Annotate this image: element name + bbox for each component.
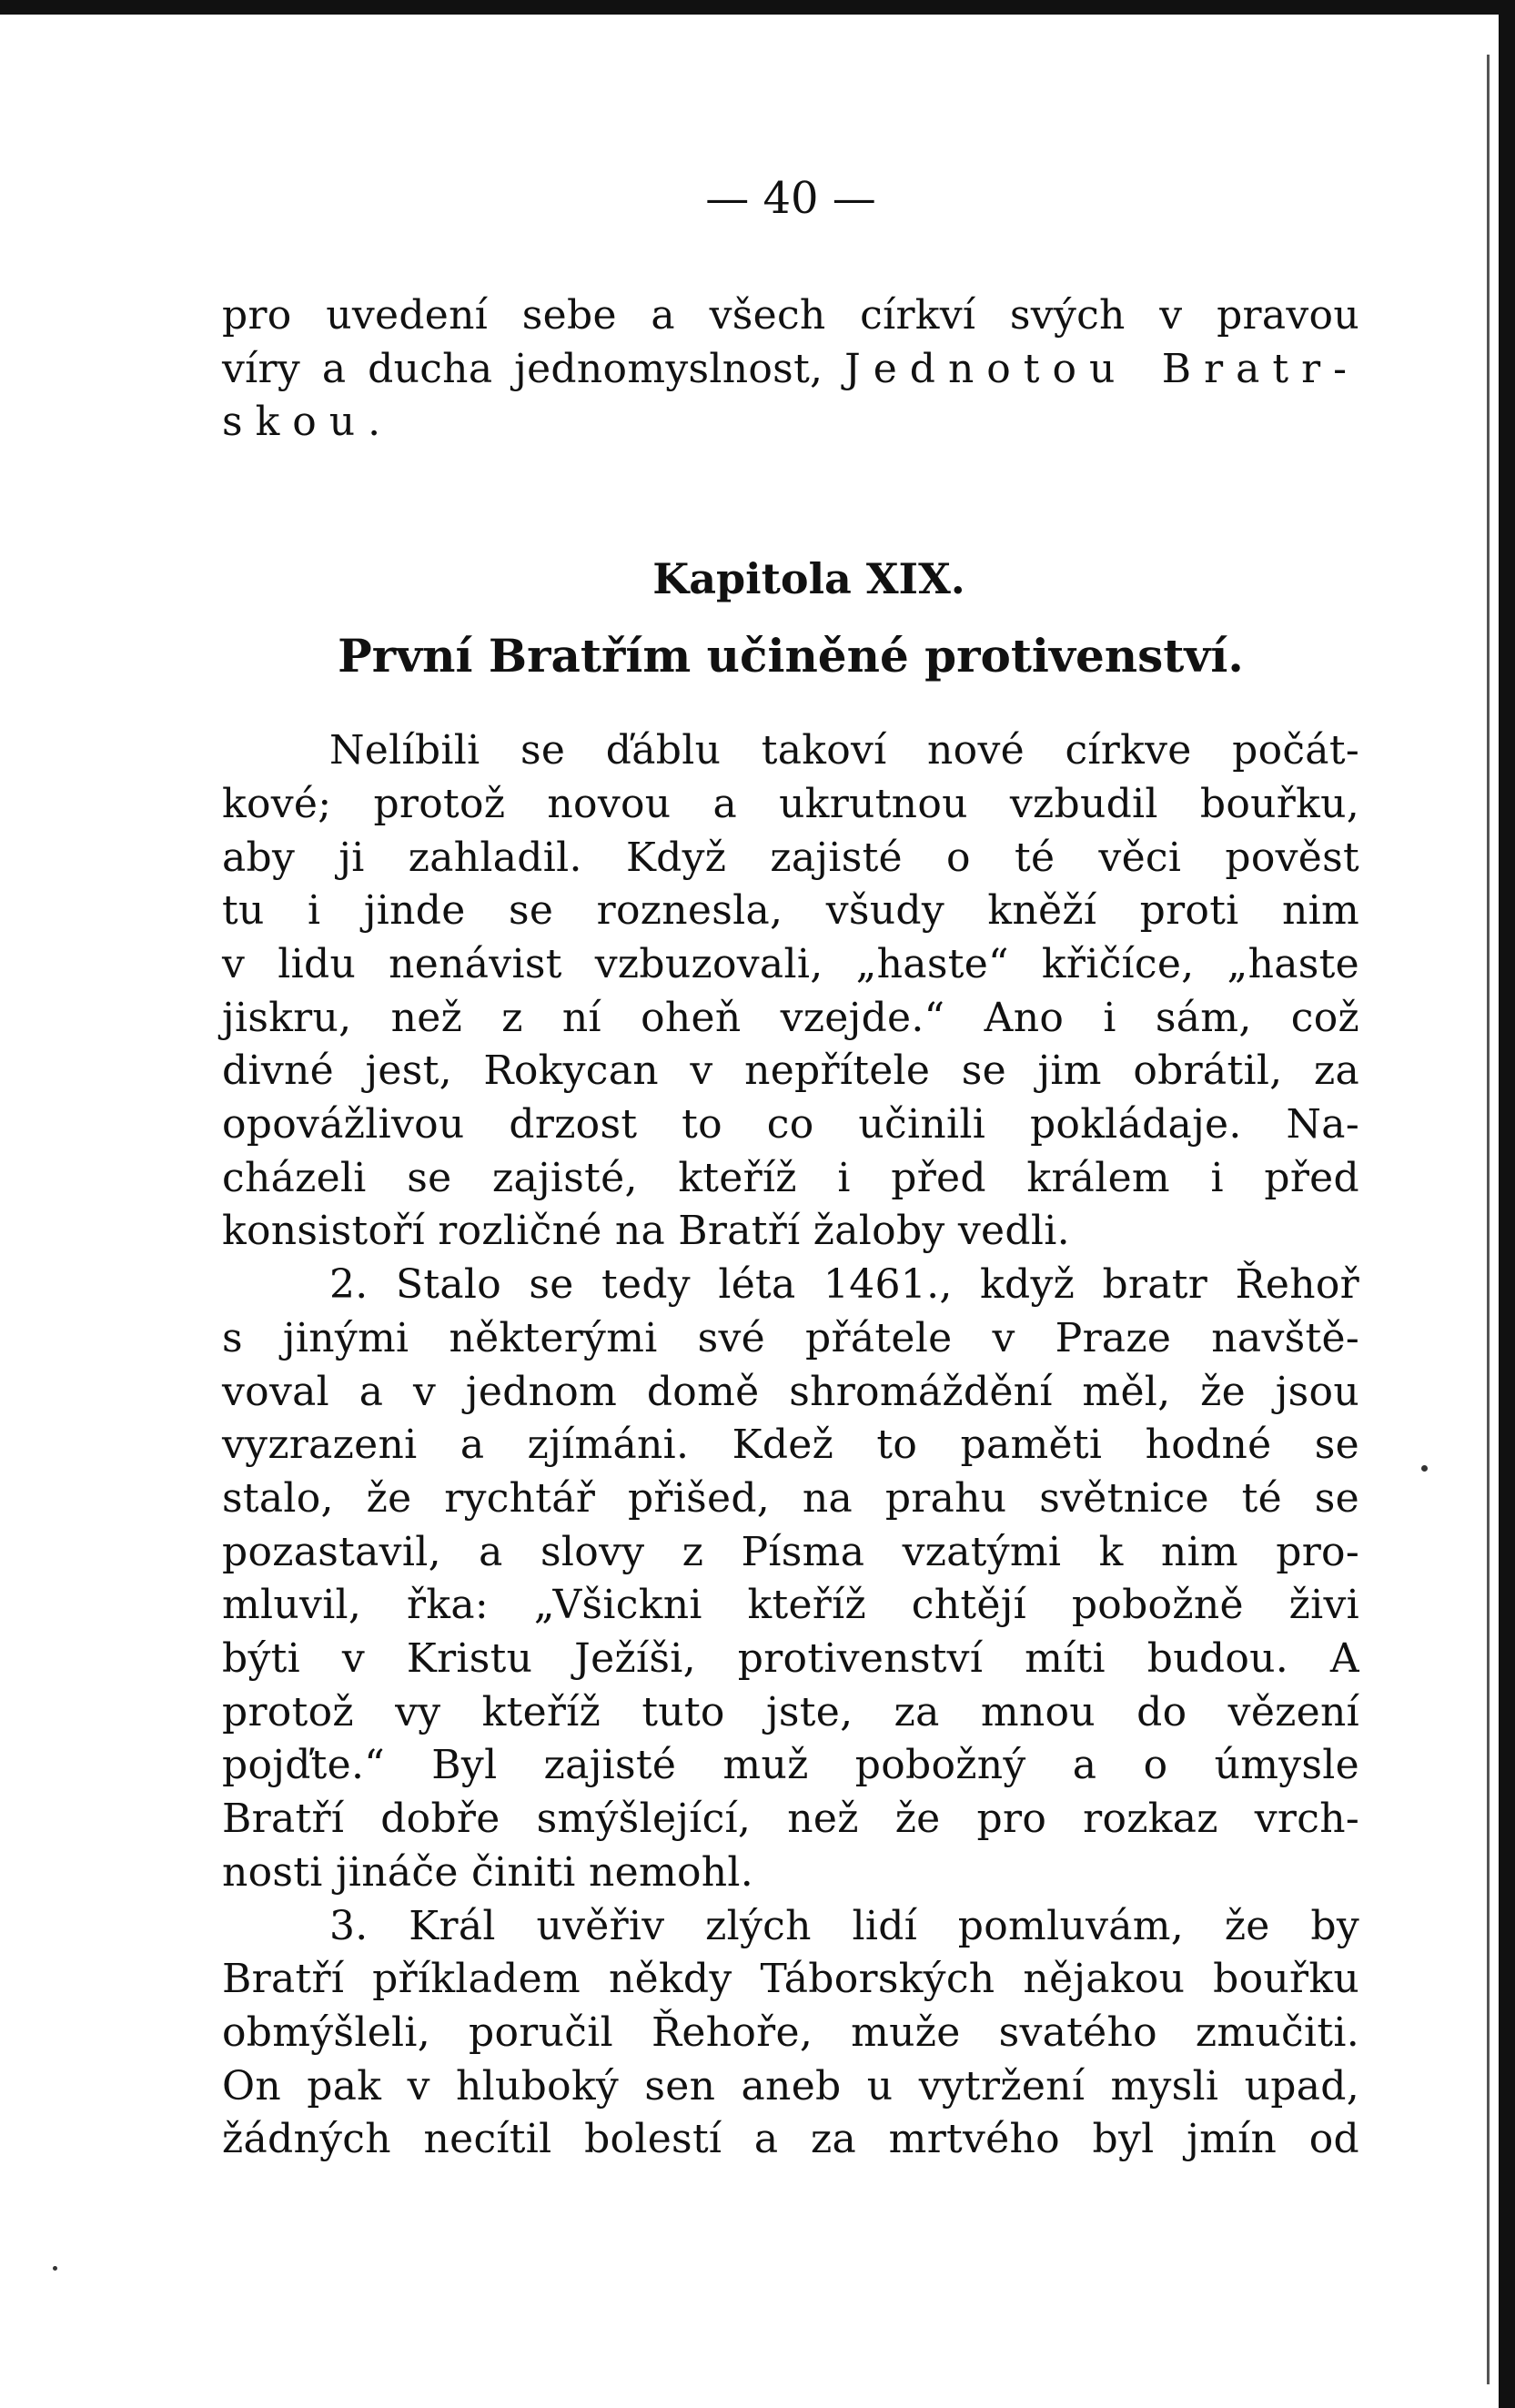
page-edge-line [1487, 55, 1490, 2384]
text-line: opovážlivou drzost to co učinili pokládaje. Na- [222, 1101, 1359, 1148]
chapter-title: První Bratřím učiněné protivenství. [338, 629, 1244, 683]
text-line: obmýšleli, poručil Řehoře, muže svatého zmučiti. [222, 2008, 1359, 2056]
text-line: stalo, že rychtář přišed, na prahu světnice té se [222, 1474, 1359, 1522]
text-line: tu i jinde se roznesla, všudy kněží proti nim [222, 887, 1359, 935]
book-page [222, 173, 1359, 2167]
text-line: voval a v jednom domě shromáždění měl, že jsou [222, 1368, 1359, 1415]
page-number: — 40 — [705, 173, 876, 224]
scan-border-top [0, 0, 1515, 15]
text-line: jiskru, než z ní oheň vzejde.“ Ano i sám, což [222, 994, 1359, 1041]
text-line: cházeli se zajisté, kteříž i před králem i před [222, 1154, 1359, 1201]
text-line: býti v Kristu Ježíši, protivenství míti budou. A [222, 1635, 1359, 1683]
text-line: protož vy kteříž tuto jste, za mnou do vězení [222, 1688, 1359, 1735]
text-line: 3. Král uvěřiv zlých lidí pomluvám, že by [329, 1902, 1359, 1949]
text-line: víry a ducha jednomyslnost, Jednotou Bratr- [222, 345, 1359, 392]
scan-speck [53, 2266, 57, 2271]
text-line: pojďte.“ Byl zajisté muž pobožný a o úmysle [222, 1742, 1359, 1789]
chapter-label: Kapitola XIX. [652, 554, 965, 604]
text-line: v lidu nenávist vzbuzovali, „haste“ křičíce, „haste [222, 940, 1359, 987]
text-line: konsistoří rozličné na Bratří žaloby vedli. [222, 1208, 1070, 1255]
chapter-body [222, 724, 1359, 2167]
text-line: vyzrazeni a zjímáni. Kdež to paměti hodné se [222, 1422, 1359, 1469]
text-line: nosti jináče činiti nemohl. [222, 1848, 754, 1896]
text-line: mluvil, řka: „Všickni kteříž chtějí pobožně živi [222, 1582, 1359, 1629]
intro-paragraph [222, 289, 1359, 450]
text-line: žádných necítil bolestí a za mrtvého byl jmín od [222, 2116, 1359, 2163]
text-line: s jinými některými své přátele v Praze navště- [222, 1314, 1359, 1361]
text-line: kové; protož novou a ukrutnou vzbudil bouřku, [222, 780, 1359, 827]
text-line: On pak v hluboký sen aneb u vytržení mysli upad, [222, 2062, 1359, 2110]
text-line: pro uvedení sebe a všech církví svých v pravou [222, 292, 1359, 339]
text-line: 2. Stalo se tedy léta 1461., když bratr Řehoř [329, 1261, 1359, 1309]
scan-border-right [1499, 0, 1515, 2408]
text-line: Nelíbili se ďáblu takoví nové církve počát- [329, 727, 1359, 774]
text-line: Bratří dobře smýšlející, než že pro rozkaz vrch- [222, 1796, 1359, 1843]
text-line: aby ji zahladil. Když zajisté o té věci pověst [222, 834, 1359, 881]
text-line: skou. [222, 399, 394, 446]
text-line: Bratří příkladem někdy Táborských nějakou bouřku [222, 1956, 1359, 2003]
text-line: pozastavil, a slovy z Písma vzatými k nim pro- [222, 1528, 1359, 1575]
scan-speck [1421, 1465, 1428, 1472]
text-line: divné jest, Rokycan v nepřítele se jim obrátil, za [222, 1047, 1359, 1095]
